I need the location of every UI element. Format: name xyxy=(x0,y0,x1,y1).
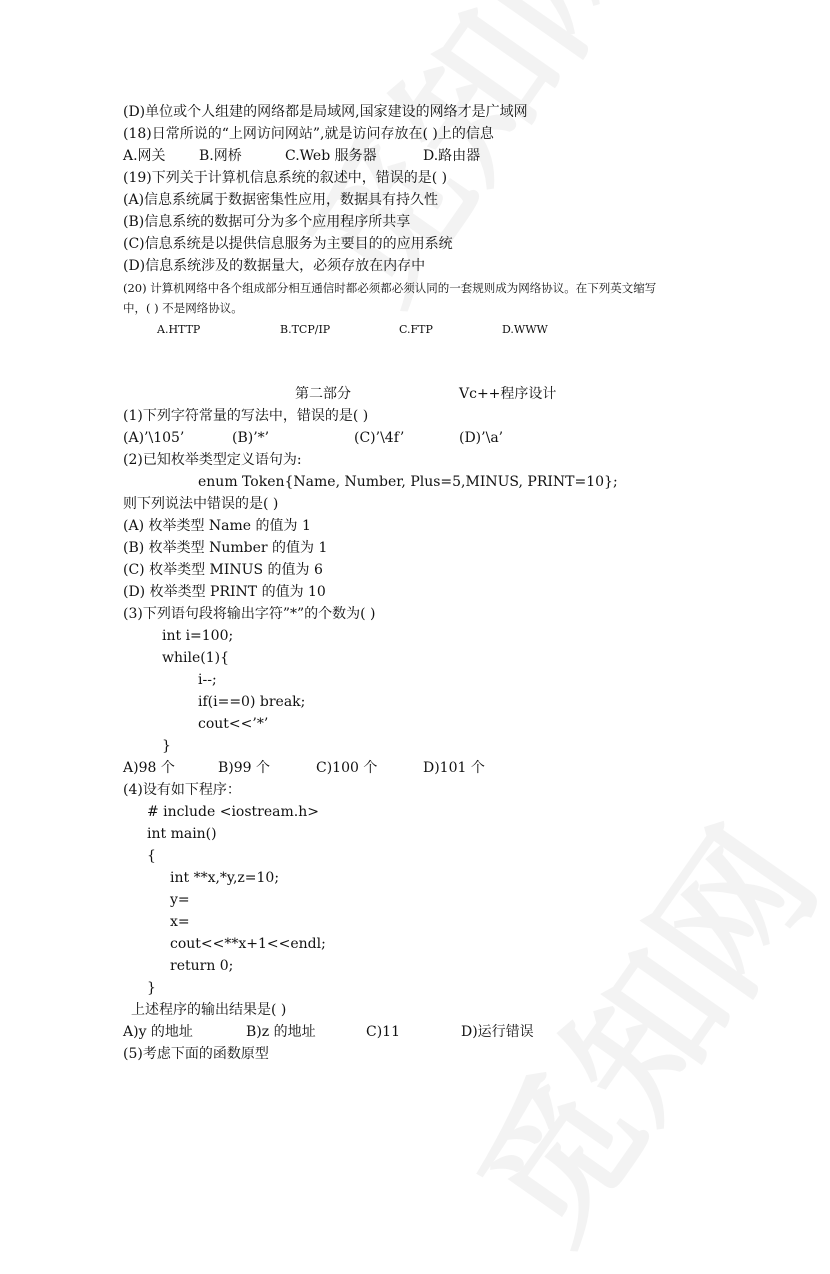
q19-option-c: (C)信息系统是以提供信息服务为主要目的的应用系统 xyxy=(123,236,453,252)
q19-option-d: (D)信息系统涉及的数据量大，必须存放在内存中 xyxy=(123,258,426,274)
p2-q1-option-b: (B)’*’ xyxy=(232,430,270,446)
p2-q3-option-a: A)98 个 xyxy=(123,760,175,776)
q19-option-b: (B)信息系统的数据可分为多个应用程序所共享 xyxy=(123,214,411,230)
p2-q3-code-line: int i=100; xyxy=(162,628,234,644)
p2-q4-option-c: C)11 xyxy=(366,1024,400,1040)
p2-q3-option-d: D)101 个 xyxy=(423,760,485,776)
q20-option-c: C.FTP xyxy=(399,323,433,336)
p2-q3-code-line: if(i==0) break; xyxy=(198,694,306,710)
p2-q3-code-line: } xyxy=(162,738,171,754)
q20-option-d: D.WWW xyxy=(502,323,548,336)
q18-option-b: B.网桥 xyxy=(199,148,242,164)
p2-q1-option-c: (C)’\4f’ xyxy=(354,430,405,446)
p2-q4-code-line: y= xyxy=(170,892,190,908)
p2-q3-code-line: cout<<’*’ xyxy=(198,716,269,732)
p2-q4-code-line: cout<<**x+1<<endl; xyxy=(170,936,326,952)
p2-q3-stem: (3)下列语句段将输出字符”*”的个数为( ) xyxy=(123,606,376,622)
p2-q4-code-line: # include <iostream.h> xyxy=(147,804,319,820)
p2-q2-option-a: (A) 枚举类型 Name 的值为 1 xyxy=(123,518,311,534)
section-subject-heading: Vc++程序设计 xyxy=(459,386,557,402)
p2-q2-option-d: (D) 枚举类型 PRINT 的值为 10 xyxy=(123,584,326,600)
p2-q2-stem: (2)已知枚举类型定义语句为: xyxy=(123,452,302,468)
p2-q5-stem: (5)考虑下面的函数原型 xyxy=(123,1046,269,1062)
q19-stem: (19)下列关于计算机信息系统的叙述中，错误的是( ) xyxy=(123,170,448,186)
p2-q4-code-line: return 0; xyxy=(170,958,234,974)
p2-q4-option-d: D)运行错误 xyxy=(461,1024,534,1040)
p2-q4-stem: (4)设有如下程序： xyxy=(123,782,241,798)
q20-option-b: B.TCP/IP xyxy=(280,323,331,336)
p2-q2-option-b: (B) 枚举类型 Number 的值为 1 xyxy=(123,540,328,556)
q19-option-a: (A)信息系统属于数据密集性应用，数据具有持久性 xyxy=(123,192,439,208)
q18-stem: (18)日常所说的“上网访问网站”,就是访问存放在( )上的信息 xyxy=(123,126,494,142)
p2-q3-code-line: i--; xyxy=(198,672,217,688)
q18-option-c: C.Web 服务器 xyxy=(285,148,377,164)
p2-q4-code-line: int **x,*y,z=10; xyxy=(170,870,280,886)
p2-q4-code-line: int main() xyxy=(147,826,217,842)
q17-option-d: (D)单位或个人组建的网络都是局域网,国家建设的网络才是广域网 xyxy=(123,104,528,120)
p2-q3-option-b: B)99 个 xyxy=(218,760,271,776)
p2-q3-option-c: C)100 个 xyxy=(316,760,378,776)
p2-q4-code-line: } xyxy=(147,980,156,996)
q20-stem-line1: (20) 计算机网络中各个组成部分相互通信时都必须都必须认同的一套规则成为网络协议。在下列英文缩写 xyxy=(123,281,657,295)
p2-q2-option-c: (C) 枚举类型 MINUS 的值为 6 xyxy=(123,562,323,578)
p2-q4-code-line: { xyxy=(147,848,156,864)
p2-q2-question: 则下列说法中错误的是( ) xyxy=(123,496,279,512)
p2-q4-option-b: B)z 的地址 xyxy=(246,1024,316,1040)
p2-q2-code: enum Token{Name, Number, Plus=5,MINUS, PRINT=10}; xyxy=(198,474,618,490)
p2-q4-code-line: x= xyxy=(170,914,190,930)
p2-q1-option-d: (D)’\a’ xyxy=(459,430,504,446)
q18-option-d: D.路由器 xyxy=(423,148,481,164)
q20-stem-line2: 中，( ) 不是网络协议。 xyxy=(123,301,243,315)
q18-option-a: A.网关 xyxy=(123,148,166,164)
q20-option-a: A.HTTP xyxy=(157,323,201,336)
section-part-heading: 第二部分 xyxy=(295,386,351,402)
p2-q4-option-a: A)y 的地址 xyxy=(123,1024,193,1040)
p2-q4-question: 上述程序的输出结果是( ) xyxy=(131,1002,287,1018)
p2-q3-code-line: while(1){ xyxy=(162,650,229,666)
p2-q1-stem: (1)下列字符常量的写法中，错误的是( ) xyxy=(123,408,369,424)
p2-q1-option-a: (A)’\105’ xyxy=(123,430,185,446)
